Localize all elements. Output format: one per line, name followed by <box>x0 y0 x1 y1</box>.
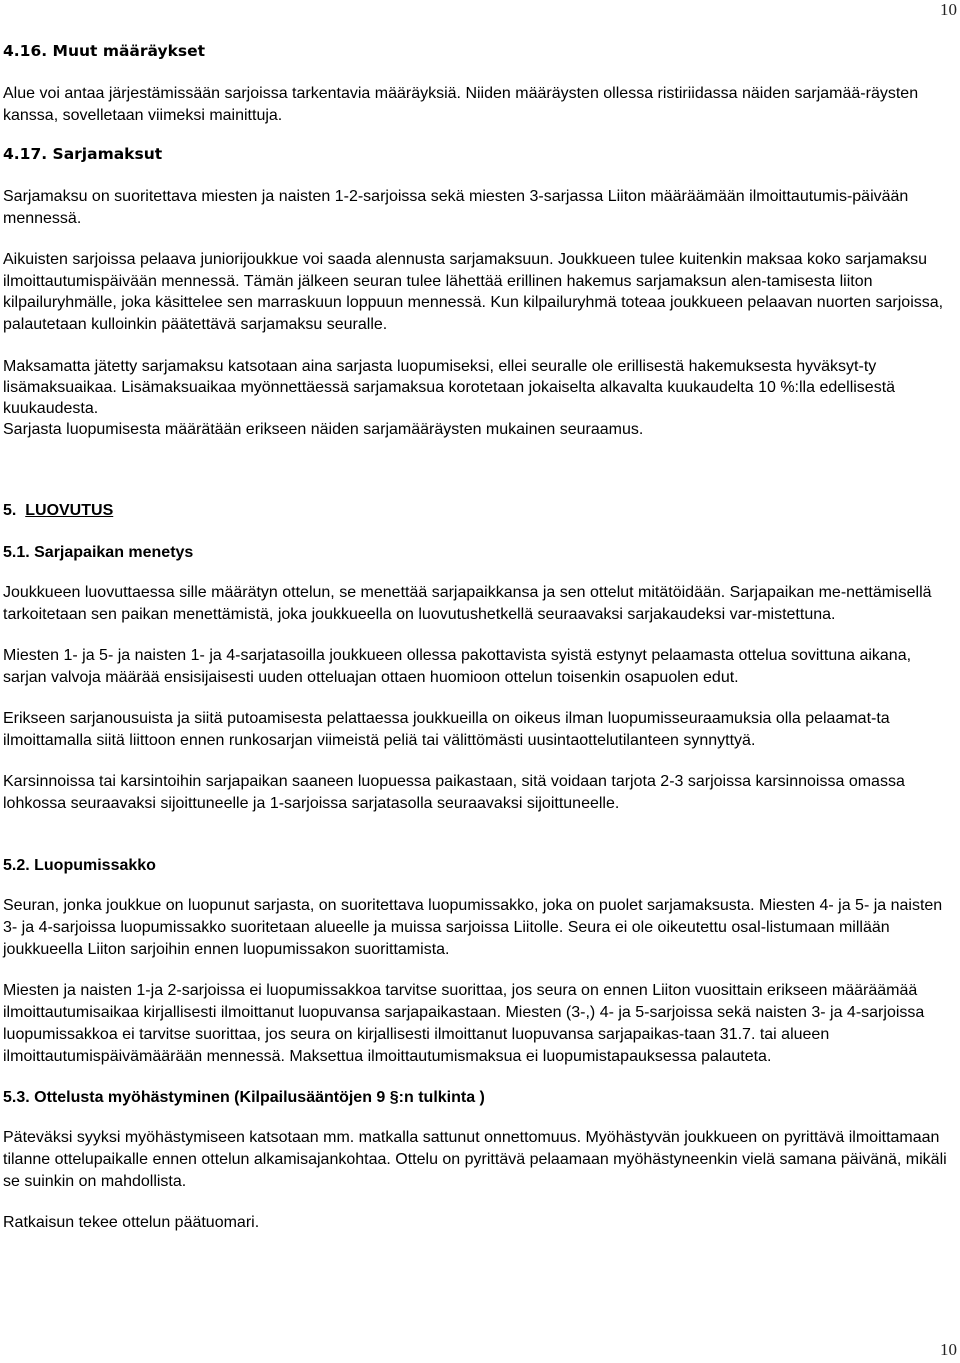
paragraph: Miesten 1- ja 5- ja naisten 1- ja 4-sarjatasoilla joukkueen ollessa pakottavista syistä estynyt pelaamasta ottelua sovittuna aikana, sarjan valvoja määrää ensisijaisesti uuden otteluajan ottaen huomioon ottelun toisenkin osapuolen edut. <box>3 647 912 686</box>
paragraph: Miesten ja naisten 1-ja 2-sarjoissa ei luopumissakkoa tarvitse suorittaa, jos seura on ennen Liiton vuosittain erikseen määräämää ilmoittautumisaikaa kirjallisesti ilmoittanut luopuvansa sarjapaikastaan. Miesten (3-,) 4- ja 5-sarjoissa sekä naisten 3- ja 4-sarjoissa luopumissakkoa ei tarvitse suorittaa, jos seura on kirjallisesti ilmoittanut luopuvansa sarjapaikas-taan 31.7. tai alueen ilmoittautumispäivämäärään mennessä. Maksettua ilmoittautumismaksua ei luopumistapauksessa palauteta. <box>3 982 925 1065</box>
paragraph: Päteväksi syyksi myöhästymiseen katsotaan mm. matkalla sattunut onnettomuus. Myöhästyvän joukkueen on pyrittävä ilmoittamaan tilanne ottelupaikalle ennen ottelun alkamisajankohtaa. Ottelu on pyrittävä pelaamaan myöhästyneenkin vielä samana päivänä, mikäli se suinkin on mahdollista. <box>3 1129 947 1190</box>
page-number-bottom: 10 <box>940 1340 957 1359</box>
paragraph: Seuran, jonka joukkue on luopunut sarjasta, on suoritettava luopumissakko, joka on puolet sarjamaksusta. Miesten 4- ja 5- ja naisten 3- ja 4-sarjoissa luopumissakko suoritetaan alueelle ja muissa sarjoissa Liitolle. Seura ei ole oikeutettu osal-listumaan millään joukkueella Liiton sarjoihin ennen luopumissakon suorittamista. <box>3 897 943 958</box>
paragraph: Sarjamaksu on suoritettava miesten ja naisten 1-2-sarjoissa sekä miesten 3-sarjassa Liiton määräämään ilmoittautumis-päivään mennessä. <box>3 188 909 227</box>
section-heading-5-2: 5.2. Luopumissakko <box>3 857 156 874</box>
section-heading-5-1: 5.1. Sarjapaikan menetys <box>3 544 194 561</box>
paragraph: Maksamatta jätetty sarjamaksu katsotaan aina sarjasta luopumiseksi, ellei seuralle ole erillisestä hakemuksesta hyväksyt-ty lisämaksuaikaa. Lisämaksuaikaa myönnettäessä sarjamaksua korotetaan jokaiselta alkavalta kuukaudelta 10 %:lla edellisestä kuukaudesta. <box>3 358 896 417</box>
paragraph: Karsinnoissa tai karsintoihin sarjapaikan saaneen luopuessa paikastaan, sitä voidaan tarjota 2-3 sarjoissa karsinnoissa omassa lohkossa seuraavaksi sijoittuneelle ja 1-sarjoissa sarjatasolla seuraavaksi sijoittuneelle. <box>3 773 905 812</box>
paragraph: Joukkueen luovuttaessa sille määrätyn ottelun, se menettää sarjapaikkansa ja sen ottelut mitätöidään. Sarjapaikan me-nettämisellä tarkoitetaan sen paikan menettämistä, joka joukkueella on luovutushetkellä seuraavaksi sarjakaudeksi var-mistettuna. <box>3 584 932 623</box>
paragraph: Aikuisten sarjoissa pelaava juniorijoukkue voi saada alennusta sarjamaksuun. Joukkueen tulee kuitenkin maksaa koko sarjamaksu ilmoittautumispäivään mennessä. Tämän jälkeen seuran tulee lähettää erillinen hakemus sarjamaksun alen-tamisesta liiton kilpailuryhmälle, joka käsittelee sen marraskuun loppuun mennessä. Kun kilpailuryhmä toteaa joukkueen pelaavan nuorten sarjoissa, palautetaan kulloinkin päätettävä sarjamaksu seuralle. <box>3 251 944 333</box>
paragraph: Sarjasta luopumisesta määrätään erikseen näiden sarjamääräysten mukainen seuraamus. <box>3 421 644 438</box>
chapter-number: 5. <box>3 502 17 519</box>
document-body <box>3 40 955 1234</box>
chapter-title: LUOVUTUS <box>25 502 114 519</box>
paragraph: Erikseen sarjanousuista ja siitä putoamisesta pelattaessa joukkueilla on oikeus ilman luopumisseuraamuksia olla pelaamat-ta ilmoittamalla siitä liittoon ennen runkosarjan viimeistä peliä tai välittömästi uusintaottelutilanteen synnyttyä. <box>3 710 890 749</box>
paragraph: Ratkaisun tekee ottelun päätuomari. <box>3 1214 260 1231</box>
section-heading-4-16: 4.16. Muut määräykset <box>3 42 206 60</box>
section-heading-4-17: 4.17. Sarjamaksut <box>3 145 163 163</box>
section-heading-5-3: 5.3. Ottelusta myöhästyminen (Kilpailusääntöjen 9 §:n tulkinta ) <box>3 1089 485 1106</box>
chapter-heading-5 <box>3 500 955 522</box>
page-number-top: 10 <box>940 0 957 19</box>
paragraph: Alue voi antaa järjestämissään sarjoissa tarkentavia määräyksiä. Niiden määräysten ollessa ristiriidassa näiden sarjamää-räysten kanssa, sovelletaan viimeksi mainittuja. <box>3 85 919 124</box>
